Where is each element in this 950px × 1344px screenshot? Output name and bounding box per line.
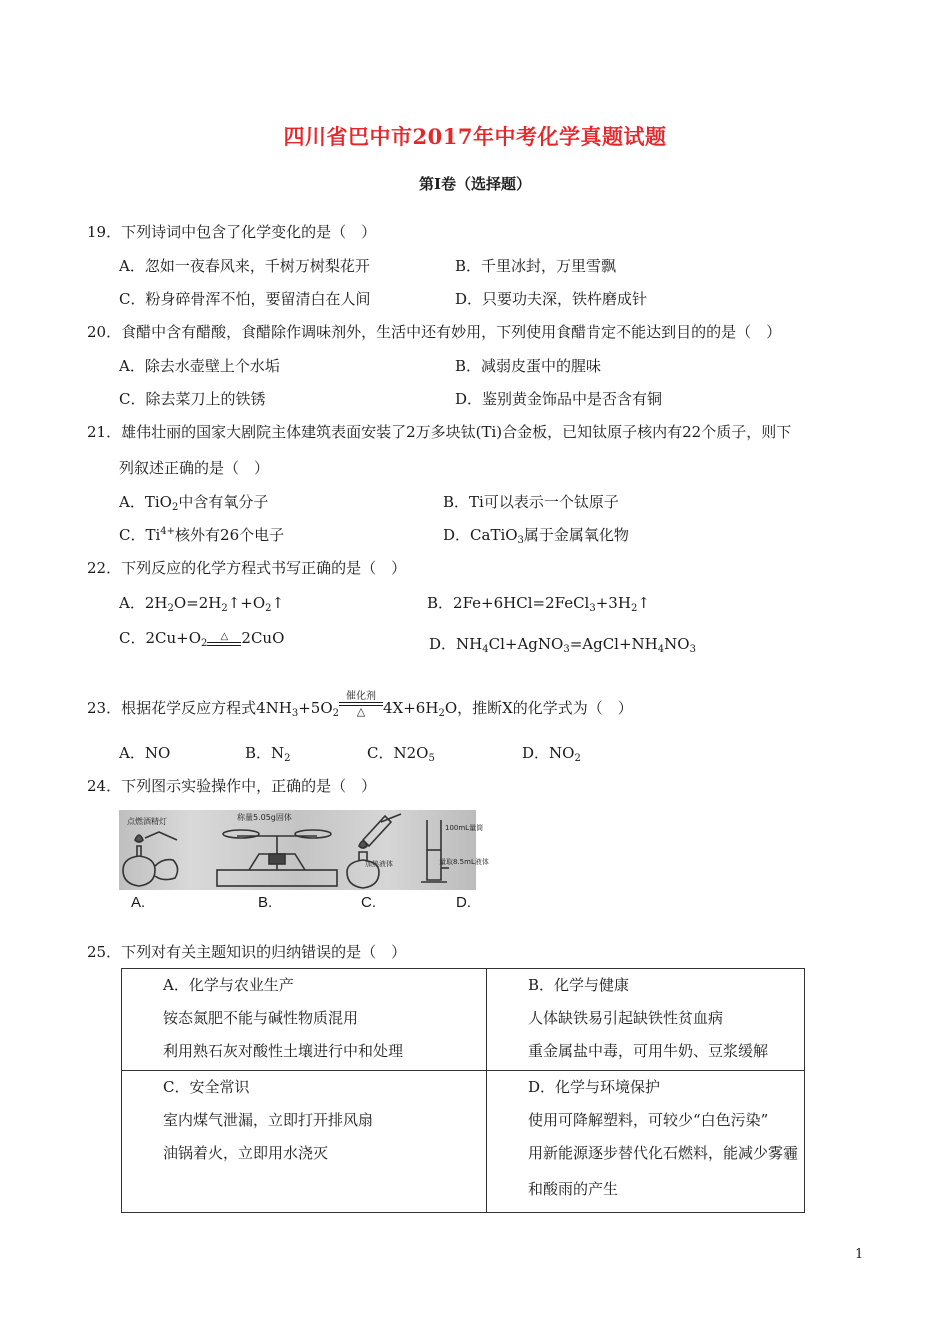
cell-line: 使用可降解塑料，可较少“白色污染” [528, 1111, 769, 1129]
heat-symbol: △ [356, 705, 366, 718]
q21-option-c [119, 524, 284, 545]
lab-operations-drawing [119, 810, 489, 890]
eq-sub: 4 [657, 644, 665, 655]
q23-option-c [367, 742, 435, 764]
question-24-stem: 24．下列图示实验操作中，正确的是（ ） [87, 777, 377, 795]
q24-label-d: D. [456, 894, 471, 911]
catalyst-label: 催化剂 [346, 691, 377, 702]
eq-text: ↑ [637, 594, 650, 612]
q19-option-a: A．忽如一夜春风来，千树万树梨花开 [119, 257, 370, 275]
cell-heading: B．化学与健康 [528, 976, 630, 994]
table-cell-b [487, 969, 805, 1071]
eq-text: +3H [595, 594, 631, 612]
q21-option-b: B．Ti可以表示一个钛原子 [443, 493, 619, 511]
cell-line: 重金属盐中毒，可用牛奶、豆浆缓解 [528, 1042, 769, 1060]
page-number: 1 [855, 1247, 864, 1262]
opt-sub: 2 [284, 753, 291, 764]
eq-text: 4X+6H [383, 699, 439, 717]
opt-text: D．NO [522, 744, 575, 762]
test-tube-heating-icon [347, 814, 401, 888]
q21-a-text-2: 中含有氧分子 [178, 493, 269, 511]
eq-text: +5O [298, 699, 333, 717]
q23-option-b [245, 742, 291, 764]
img-label-a: 点燃酒精灯 [127, 817, 167, 826]
q21-option-d [443, 524, 629, 546]
eq-text: NO [664, 635, 690, 653]
q24-label-b: B. [258, 894, 273, 911]
eq-text: O=2H [173, 594, 222, 612]
q21-c-text-2: 核外有26个电子 [175, 526, 285, 544]
q22-option-d [429, 633, 696, 655]
alcohol-lamp-icon [123, 832, 178, 886]
cell-line: 人体缺铁易引起缺铁性贫血病 [528, 1009, 724, 1027]
eq-sub: 3 [563, 644, 570, 655]
q24-label-a: A. [131, 894, 146, 911]
eq-sub: 3 [589, 603, 596, 614]
q19-option-d: D．只要功夫深，铁杵磨成针 [455, 290, 648, 308]
eq-text: ↑ [271, 594, 285, 612]
eq-text: 2CuO [241, 629, 285, 647]
cell-line: 利用熟石灰对酸性土壤进行中和处理 [163, 1042, 404, 1060]
q23-option-a: A．NO [119, 744, 171, 762]
opt-sub: 2 [574, 753, 581, 764]
q20-option-d: D．鉴别黄金饰品中是否含有铜 [455, 390, 663, 408]
table-cell-a [122, 969, 487, 1071]
q21-option-a [119, 491, 268, 513]
eq-sub: 4 [482, 644, 489, 655]
heat-symbol: △ [220, 631, 229, 642]
eq-sub: 2 [201, 638, 208, 649]
eq-sub: 3 [291, 708, 299, 719]
cell-heading: D．化学与环境保护 [528, 1078, 661, 1096]
eq-sub: 2 [221, 603, 228, 614]
question-21-stem-line1: 21．雄伟壮丽的国家大剧院主体建筑表面安装了2万多块钛(Ti)合金板，已知钛原子核内有22个质子，则下 [87, 423, 792, 441]
q19-option-b: B．千里冰封，万里雪飘 [455, 257, 617, 275]
question-22-stem: 22．下列反应的化学方程式书写正确的是（ ） [87, 559, 407, 577]
eq-sub: 2 [265, 603, 272, 614]
img-label-d1: 100mL量筒 [445, 824, 484, 832]
cell-heading: A．化学与农业生产 [163, 976, 294, 994]
img-label-d2: 量取8.5mL液体 [439, 858, 489, 866]
q20-option-b: B．减弱皮蛋中的腥味 [455, 357, 602, 375]
q24-label-c: C. [361, 894, 376, 911]
reaction-condition [339, 692, 383, 717]
cell-line: 用新能源逐步替代化石燃料，能减少雾霾 [528, 1144, 799, 1162]
eq-text: D．NH [429, 635, 483, 653]
lab-operations-image [119, 810, 489, 890]
eq-text: ↑+O [227, 594, 266, 612]
q20-option-c: C．除去菜刀上的铁锈 [119, 390, 266, 408]
balance-icon [217, 830, 337, 886]
q21-a-text-1: A．TiO [119, 493, 172, 511]
page-title: 四川省巴中市2017年中考化学真题试题 [283, 124, 667, 149]
eq-sub: 2 [630, 603, 638, 614]
table-row [122, 1071, 805, 1213]
table-row [122, 969, 805, 1071]
eq-sub: 2 [167, 603, 174, 614]
q21-d-sub: 3 [517, 535, 524, 546]
q21-d-text-2: 属于金属氧化物 [523, 526, 629, 544]
cell-heading: C．安全常识 [163, 1078, 250, 1096]
reaction-condition [207, 632, 241, 657]
question-23-stem [87, 690, 633, 719]
section-heading: 第Ⅰ卷（选择题） [418, 175, 532, 193]
eq-text: C．2Cu+O [119, 629, 202, 647]
opt-text: B．N [245, 744, 285, 762]
eq-text: Cl+AgNO [488, 635, 564, 653]
question-21-stem-line2: 列叙述正确的是（ ） [119, 459, 270, 477]
eq-text: 23．根据花学反应方程式4NH [87, 699, 292, 717]
img-label-c: 加热液体 [365, 860, 393, 868]
q23-option-d [522, 742, 581, 764]
question-25-stem: 25．下列对有关主题知识的归纳错误的是（ ） [87, 943, 407, 961]
q22-option-a [119, 592, 284, 614]
q25-options-table [121, 968, 805, 1213]
opt-text: C．N2O [367, 744, 429, 762]
eq-sub: 3 [689, 644, 696, 655]
eq-text: B．2Fe+6HCl=2FeCl [427, 594, 590, 612]
q21-d-text-1: D．CaTiO [443, 526, 518, 544]
q21-c-sup: 4+ [160, 526, 176, 537]
question-19-stem: 19．下列诗词中包含了化学变化的是（ ） [87, 223, 377, 241]
eq-text: =AgCl+NH [569, 635, 658, 653]
table-cell-c [122, 1071, 487, 1213]
table-cell-d [487, 1071, 805, 1213]
opt-sub: 5 [428, 753, 435, 764]
eq-sub: 2 [438, 708, 445, 719]
q20-option-a: A．除去水壶壁上个水垢 [119, 357, 280, 375]
eq-text: A．2H [119, 594, 168, 612]
q22-option-c [119, 627, 284, 661]
eq-text: O，推断X的化学式为（ ） [444, 699, 633, 717]
cell-line: 室内煤气泄漏，立即打开排风扇 [163, 1111, 374, 1129]
question-20-stem: 20．食醋中含有醋酸，食醋除作调味剂外，生活中还有妙用，下列使用食醋肯定不能达到目的的是（ ） [87, 323, 782, 341]
cell-line: 和酸雨的产生 [528, 1180, 619, 1198]
eq-sub: 2 [332, 708, 340, 719]
q19-option-c: C．粉身碎骨浑不怕，要留清白在人间 [119, 290, 371, 308]
cell-line: 铵态氮肥不能与碱性物质混用 [163, 1009, 359, 1027]
img-label-b: 称量5.05g固体 [237, 813, 292, 822]
q21-c-text-1: C．Ti [119, 526, 161, 544]
cell-line: 油锅着火，立即用水浇灭 [163, 1144, 329, 1162]
q22-option-b [427, 592, 650, 614]
q21-a-sub: 2 [171, 502, 179, 513]
